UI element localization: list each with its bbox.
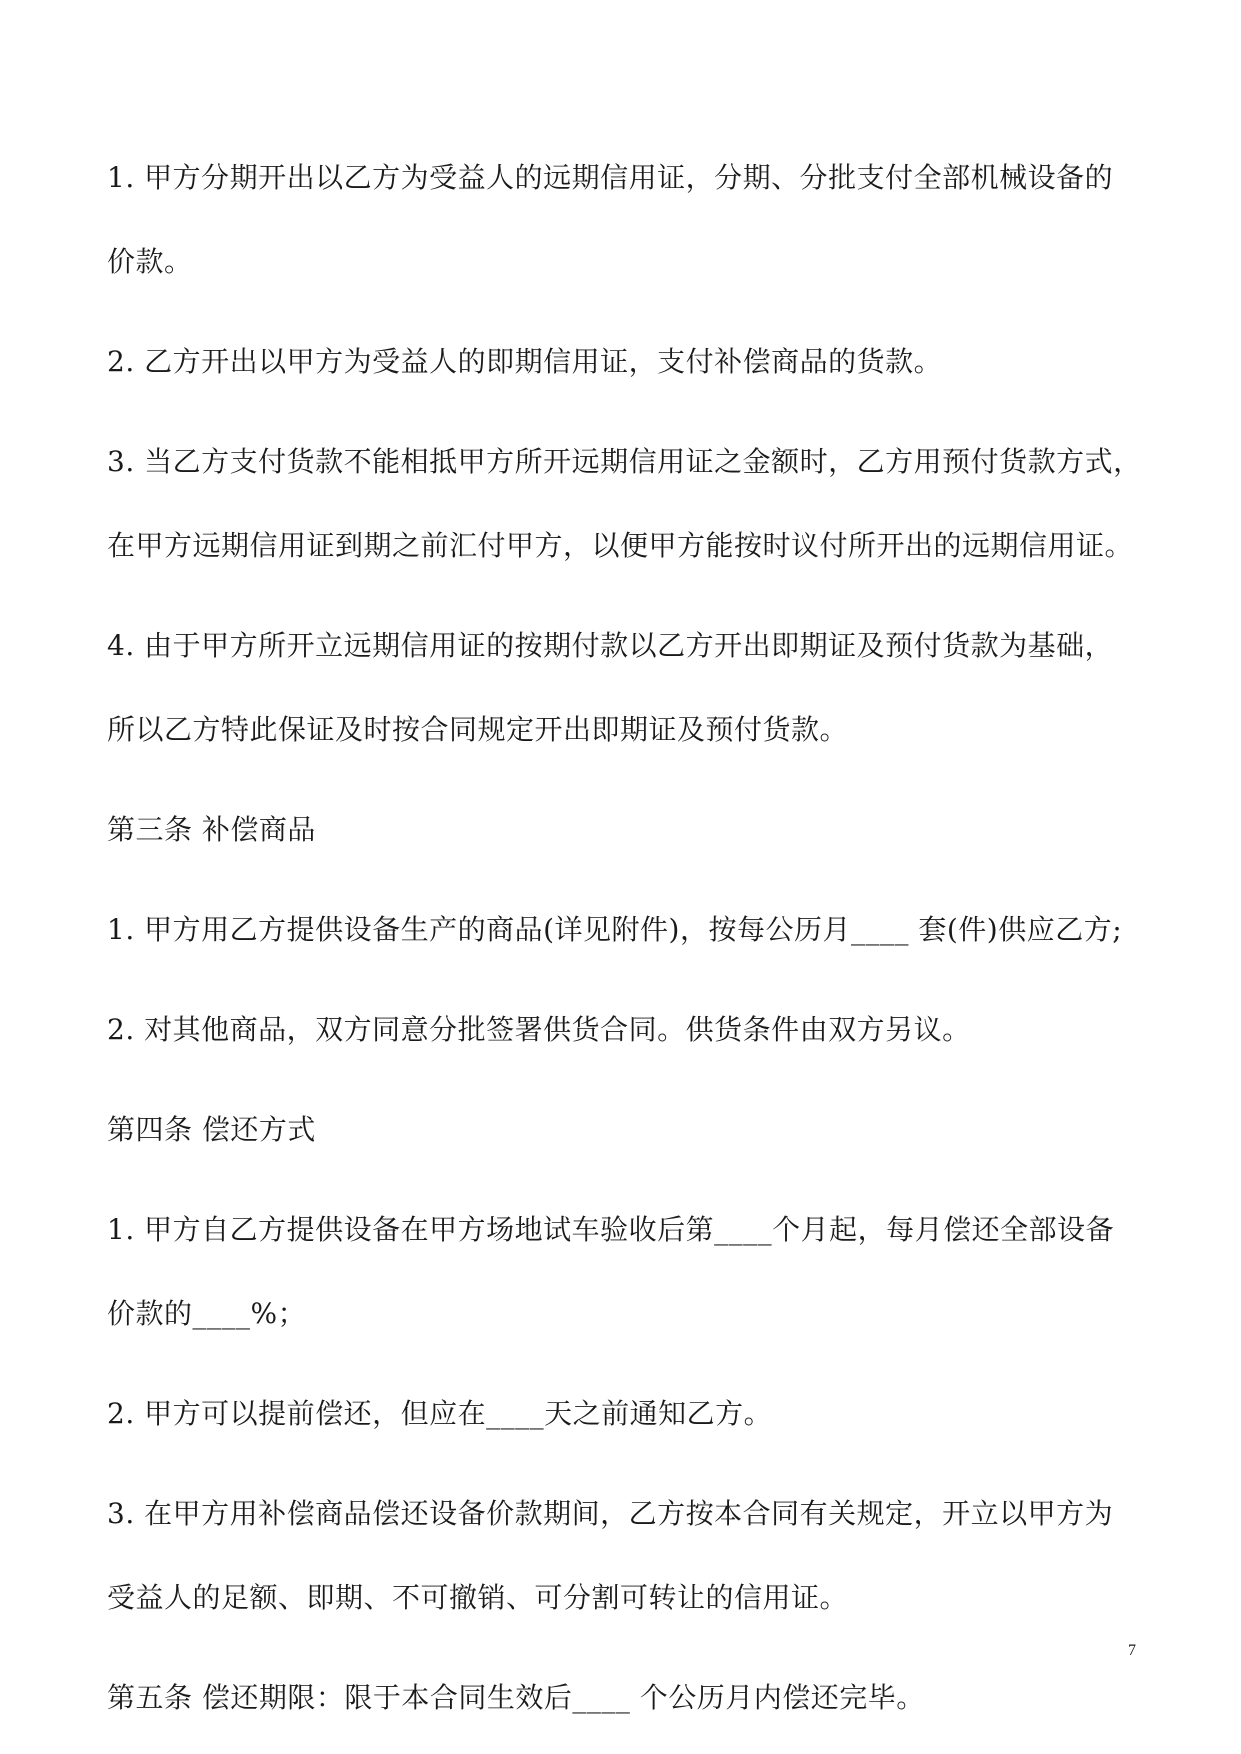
text-line-13: 价款的____%； [107, 1297, 307, 1330]
section-heading-article-3: 第三条 补偿商品 [107, 813, 316, 846]
section-heading-article-4: 第四条 偿还方式 [107, 1113, 316, 1146]
text-line-12: 1. 甲方自乙方提供设备在甲方场地试车验收后第____个月起，每月偿还全部设备 [107, 1213, 1115, 1246]
text-line-5: 在甲方远期信用证到期之前汇付甲方，以便甲方能按时议付所开出的远期信用证。 [107, 529, 1134, 562]
text-line-1: 1. 甲方分期开出以乙方为受益人的远期信用证，分期、分批支付全部机械设备的 [107, 161, 1114, 194]
section-heading-article-5: 第五条 偿还期限：限于本合同生效后____ 个公历月内偿还完毕。 [107, 1681, 925, 1714]
text-line-3: 2. 乙方开出以甲方为受益人的即期信用证，支付补偿商品的货款。 [107, 345, 943, 378]
text-line-16: 受益人的足额、即期、不可撤销、可分割可转让的信用证。 [107, 1581, 849, 1614]
text-line-10: 2. 对其他商品，双方同意分批签署供货合同。供货条件由双方另议。 [107, 1013, 971, 1046]
text-line-7: 所以乙方特此保证及时按合同规定开出即期证及预付货款。 [107, 713, 849, 746]
text-line-4: 3. 当乙方支付货款不能相抵甲方所开远期信用证之金额时，乙方用预付货款方式， [107, 445, 1142, 478]
text-line-2: 价款。 [107, 245, 193, 278]
text-line-14: 2. 甲方可以提前偿还，但应在____天之前通知乙方。 [107, 1397, 773, 1430]
page-number: 7 [1128, 1642, 1136, 1659]
text-line-15: 3. 在甲方用补偿商品偿还设备价款期间，乙方按本合同有关规定，开立以甲方为 [107, 1497, 1114, 1530]
text-line-6: 4. 由于甲方所开立远期信用证的按期付款以乙方开出即期证及预付货款为基础， [107, 629, 1114, 662]
text-line-9: 1. 甲方用乙方提供设备生产的商品(详见附件)，按每公历月____ 套(件)供应乙方; [107, 913, 1123, 946]
document-body [107, 158, 1142, 1718]
